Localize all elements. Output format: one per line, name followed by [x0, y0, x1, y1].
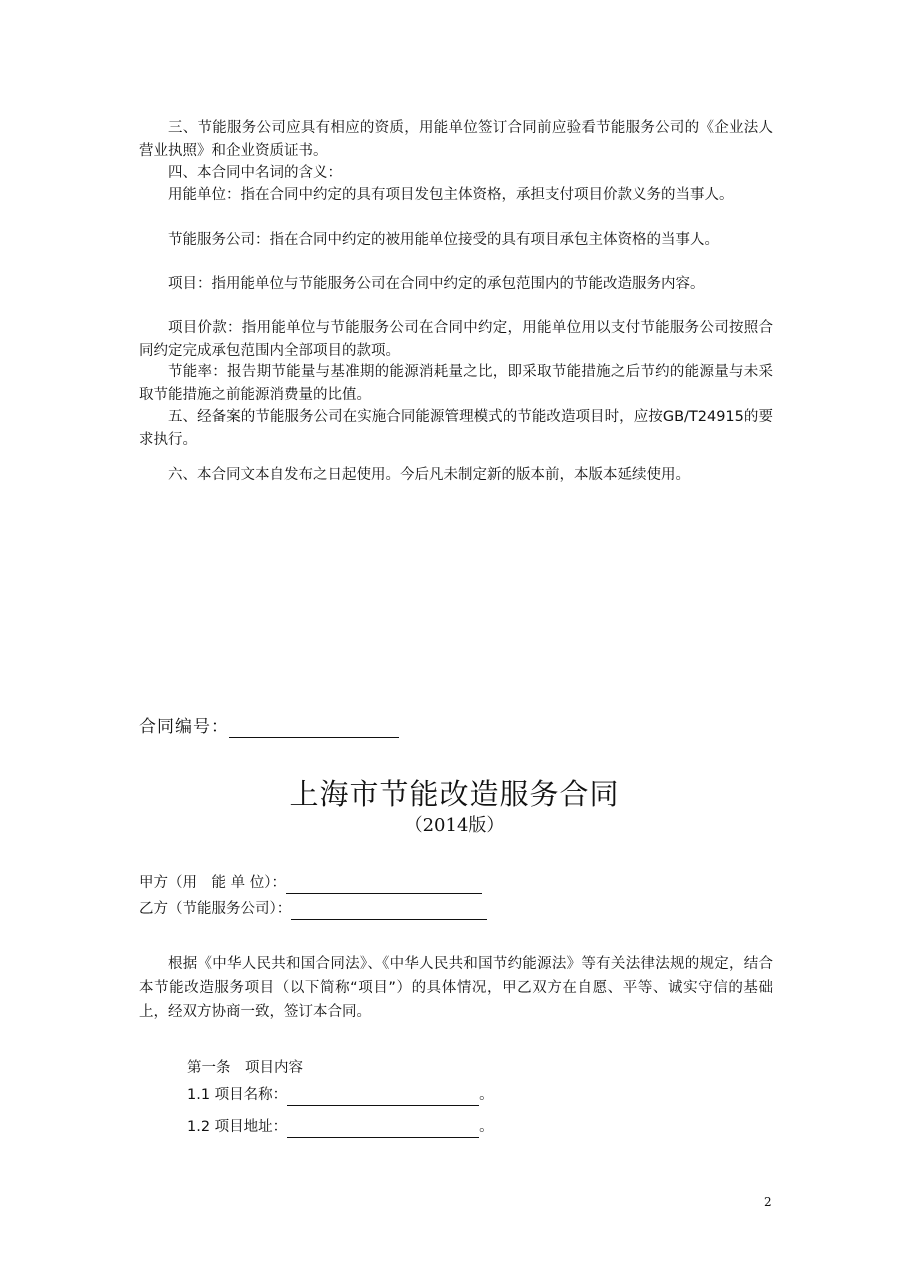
project-name-blank[interactable]	[287, 1089, 479, 1106]
definition-project: 项目：指用能单位与节能服务公司在合同中约定的承包范围内的节能改造服务内容。	[168, 276, 705, 292]
contract-number-label: 合同编号：	[139, 717, 229, 737]
definition-price: 项目价款：指用能单位与节能服务公司在合同中约定，用能单位用以支付节能服务公司按照合同约定完成承包范围内全部项目的款项。	[139, 320, 773, 359]
contract-number	[139, 716, 399, 738]
note-item-6: 六、本合同文本自发布之日起使用。今后凡未制定新的版本前，本版本延续使用。	[168, 467, 690, 483]
item-1-2-period: 。	[479, 1119, 494, 1135]
party-b	[139, 898, 487, 920]
definition-esco: 节能服务公司：指在合同中约定的被用能单位接受的具有项目承包主体资格的当事人。	[168, 232, 719, 248]
item-1-1-label: 1.1 项目名称：	[187, 1087, 288, 1103]
party-a	[139, 872, 482, 894]
preamble: 根据《中华人民共和国合同法》、《中华人民共和国节约能源法》等有关法律法规的规定，结合本节能改造服务项目（以下简称“项目”）的具体情况，甲乙双方在自愿、平等、诚实守信的基础上，经双方协商一致，签订本合同。	[139, 956, 773, 1020]
project-address-blank[interactable]	[287, 1121, 479, 1138]
note-item-3: 三、节能服务公司应具有相应的资质，用能单位签订合同前应验看节能服务公司的《企业法人营业执照》和企业资质证书。	[139, 120, 773, 159]
contract-number-blank[interactable]	[229, 721, 399, 738]
definition-user: 用能单位：指在合同中约定的具有项目发包主体资格，承担支付项目价款义务的当事人。	[168, 187, 734, 203]
party-b-blank[interactable]	[291, 903, 487, 920]
definition-rate: 节能率：报告期节能量与基准期的能源消耗量之比，即采取节能措施之后节约的能源量与未采取节能措施之前能源消费量的比值。	[139, 364, 773, 403]
item-1-2	[187, 1116, 494, 1138]
item-1-1-period: 。	[479, 1087, 494, 1103]
party-b-label: 乙方（节能服务公司）：	[139, 901, 292, 917]
note-item-4-heading: 四、本合同中名词的含义：	[168, 165, 342, 181]
contract-edition: （2014版）	[404, 815, 505, 836]
page-number: 2	[764, 1195, 772, 1209]
item-1-1	[187, 1084, 494, 1106]
contract-title: 上海市节能改造服务合同	[289, 777, 620, 811]
note-item-5: 五、经备案的节能服务公司在实施合同能源管理模式的节能改造项目时，应按GB/T24915的要求执行。	[139, 409, 773, 448]
article-1-heading: 第一条 项目内容	[187, 1060, 303, 1076]
item-1-2-label: 1.2 项目地址：	[187, 1119, 288, 1135]
party-a-label: 甲方（用 能 单 位）：	[139, 875, 286, 891]
party-a-blank[interactable]	[286, 877, 482, 894]
